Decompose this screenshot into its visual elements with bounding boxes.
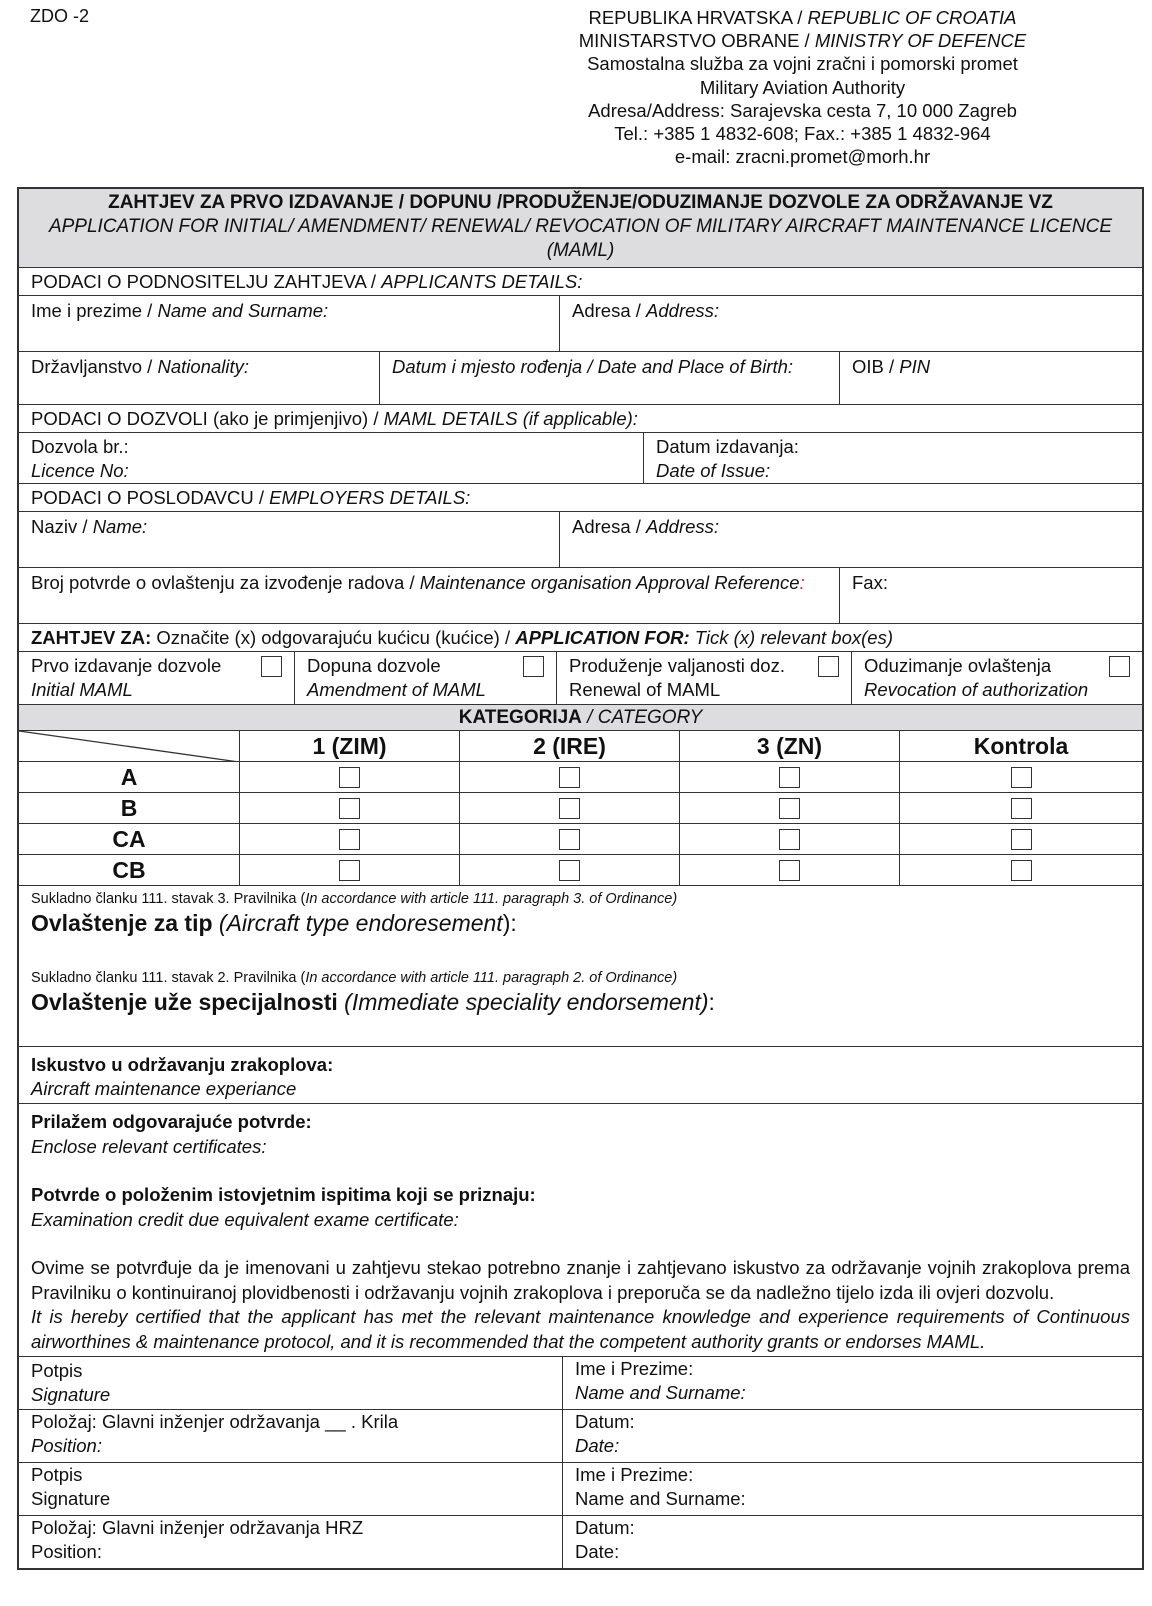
checkbox-amendment[interactable]: [523, 656, 544, 677]
signature-row-3: [19, 1462, 1142, 1515]
category-cell: [459, 823, 679, 854]
issuer-address: Adresa/Address: Sarajevska cesta 7, 10 000 Zagreb: [588, 99, 1017, 121]
category-cell: [459, 761, 679, 792]
type-endorsement-note: Sukladno članku 111. stavak 3. Pravilnika (In accordance with article 111. paragraph 3. of Ordinance): [31, 891, 678, 907]
checkbox-renewal[interactable]: [818, 656, 839, 677]
endorsements-section: [19, 885, 1142, 1046]
category-corner: [19, 730, 239, 761]
checkbox-CA-2[interactable]: [559, 829, 580, 850]
category-row-label: A: [19, 761, 239, 792]
licence-issue-date-field[interactable]: Datum izdavanja: Date of Issue:: [643, 433, 1142, 483]
category-cell: [679, 792, 899, 823]
issuer-line: MINISTARSTVO OBRANE / MINISTRY OF DEFENCE: [578, 30, 1027, 52]
checkbox-CB-kontrola[interactable]: [1011, 860, 1032, 881]
checkbox-B-3[interactable]: [779, 798, 800, 819]
category-cell: [679, 823, 899, 854]
name-surname-field[interactable]: Ime i Prezime: Name and Surname:: [562, 1357, 1142, 1409]
category-cell: [899, 792, 1142, 823]
employer-row-2: [19, 567, 1142, 623]
checkbox-A-1[interactable]: [339, 767, 360, 788]
form-title-hr: ZAHTJEV ZA PRVO IZDAVANJE / DOPUNU /PRODUŽENJE/ODUZIMANJE DOZVOLE ZA ODRŽAVANJE VZ: [108, 192, 1053, 213]
fax-field[interactable]: Fax:: [839, 568, 1142, 623]
checkbox-CA-3[interactable]: [779, 829, 800, 850]
form-title: [19, 189, 1142, 267]
employer-name-field[interactable]: Naziv / Name:: [31, 516, 148, 537]
checkbox-A-2[interactable]: [559, 767, 580, 788]
birth-date-place-field[interactable]: Datum i mjesto rođenja / Date and Place of Birth:: [379, 352, 839, 404]
category-cell: [239, 854, 459, 885]
signature-row-2: [19, 1409, 1142, 1462]
type-endorsement-label[interactable]: Ovlaštenje za tip (Aircraft type endoresement):: [31, 910, 517, 936]
applicant-address-field[interactable]: Adresa / Address:: [559, 296, 1142, 351]
category-cell: [679, 854, 899, 885]
issuer-line: Military Aviation Authority: [699, 76, 906, 98]
experience-field[interactable]: Iskustvo u održavanju zrakoplova: Aircraft maintenance experiance: [31, 1054, 334, 1099]
employer-address-field[interactable]: Adresa / Address:: [559, 512, 1142, 567]
issuer-email: e-mail: zracni.promet@morh.hr: [674, 146, 931, 168]
position-field[interactable]: Položaj: Glavni inženjer održavanja HRZ Position:: [31, 1517, 364, 1562]
document-code: ZDO -2: [30, 6, 90, 26]
category-row-label: CA: [19, 823, 239, 854]
nationality-field[interactable]: Državljanstvo / Nationality:: [31, 356, 249, 377]
category-cell: [239, 761, 459, 792]
application-for-header: ZAHTJEV ZA: Označite (x) odgovarajuću kućicu (kućice) / APPLICATION FOR: Tick (x) relevant box(es): [19, 623, 1142, 651]
checkbox-A-3[interactable]: [779, 767, 800, 788]
statement-hr: Ovime se potvrđuje da je imenovani u zahtjevu stekao potrebno znanje i zahtjevano iskustvo za održavanje vojnih zrakoplova prema Pravilniku o kontinuiranoj plovidbenosti i održavanju vojnih zrakoplova i preporuča se da nadležno tijelo izda ili ovjeri dozvolu.: [31, 1257, 1130, 1303]
category-cell: [459, 792, 679, 823]
issuer-phone: Tel.: +385 1 4832-608; Fax.: +385 1 4832-964: [614, 123, 991, 145]
speciality-endorsement-label[interactable]: Ovlaštenje uže specijalnosti (Immediate speciality endorsement):: [31, 989, 715, 1015]
employer-row-1: [19, 511, 1142, 567]
checkbox-CA-1[interactable]: [339, 829, 360, 850]
checkbox-A-kontrola[interactable]: [1011, 767, 1032, 788]
statement-en: It is hereby certified that the applicant has met the relevant maintenance knowledge and experience requirements of Continuous airworthines & maintenance protocol, and it is recommended that the competent authority grants or endorses MAML.: [31, 1306, 1130, 1352]
option-initial[interactable]: Prvo izdavanje dozvole Initial MAML: [19, 652, 294, 704]
signature-row-1: [19, 1356, 1142, 1409]
application-options: [19, 651, 1142, 704]
category-cell: [459, 854, 679, 885]
signature-field[interactable]: Potpis Signature: [31, 1464, 111, 1509]
issuer-header: [545, 6, 1060, 168]
checkbox-CB-3[interactable]: [779, 860, 800, 881]
application-form: [17, 187, 1144, 1570]
checkbox-B-kontrola[interactable]: [1011, 798, 1032, 819]
category-cell: [239, 823, 459, 854]
checkbox-B-1[interactable]: [339, 798, 360, 819]
checkbox-initial[interactable]: [261, 656, 282, 677]
certificates-label: Prilažem odgovarajuće potvrde:: [31, 1111, 312, 1132]
category-cell: [899, 823, 1142, 854]
form-title-en: APPLICATION FOR INITIAL/ AMENDMENT/ RENEWAL/ REVOCATION OF MILITARY AIRCRAFT MAINTENANCE LICENCE (MAML): [48, 216, 1113, 261]
exam-credit-label: Potvrde o položenim istovjetnim ispitima koji se priznaju:: [31, 1184, 536, 1205]
date-field[interactable]: Datum: Date:: [562, 1410, 1142, 1462]
exam-credit-label-en: Examination credit due equivalent exame certificate:: [31, 1208, 459, 1230]
certificates-label-en: Enclose relevant certificates:: [31, 1135, 267, 1157]
checkbox-CB-1[interactable]: [339, 860, 360, 881]
option-revocation[interactable]: Oduzimanje ovlaštenja Revocation of authorization: [851, 652, 1142, 704]
pin-field[interactable]: OIB / PIN: [839, 352, 1142, 404]
category-cell: [679, 761, 899, 792]
category-cell: [899, 761, 1142, 792]
licence-row: [19, 432, 1142, 483]
category-col-header: 3 (ZN): [679, 730, 899, 761]
licence-section-header: PODACI O DOZVOLI (ako je primjenjivo) / MAML DETAILS (if applicable):: [19, 404, 1142, 432]
checkbox-revocation[interactable]: [1109, 656, 1130, 677]
enclosures-section: [19, 1103, 1142, 1356]
category-row-label: B: [19, 792, 239, 823]
applicant-row-2: [19, 351, 1142, 404]
category-col-header: 1 (ZIM): [239, 730, 459, 761]
signature-field[interactable]: Potpis Signature: [31, 1360, 111, 1405]
applicant-name-field[interactable]: Ime i prezime / Name and Surname:: [31, 300, 329, 321]
issuer-line: REPUBLIKA HRVATSKA / REPUBLIC OF CROATIA: [588, 7, 1017, 28]
name-surname-field[interactable]: Ime i Prezime: Name and Surname:: [562, 1463, 1142, 1515]
speciality-endorsement-note: Sukladno članku 111. stavak 2. Pravilnika (In accordance with article 111. paragraph 2. of Ordinance): [31, 970, 678, 986]
applicant-row-1: [19, 295, 1142, 351]
employer-section-header: PODACI O POSLODAVCU / EMPLOYERS DETAILS:: [19, 483, 1142, 511]
licence-number-field[interactable]: Dozvola br.: Licence No:: [31, 436, 129, 481]
signature-row-4: [19, 1515, 1142, 1568]
approval-reference-field[interactable]: Broj potvrde o ovlaštenju za izvođenje radova / Maintenance organisation Approval Reference:: [31, 572, 805, 593]
diagonal-line-icon: [19, 731, 239, 762]
position-field[interactable]: Položaj: Glavni inženjer održavanja __ . Krila Position:: [31, 1411, 399, 1456]
experience-section: [19, 1046, 1142, 1103]
applicant-section-header: PODACI O PODNOSITELJU ZAHTJEVA / APPLICANTS DETAILS:: [19, 267, 1142, 295]
checkbox-CA-kontrola[interactable]: [1011, 829, 1032, 850]
checkbox-B-2[interactable]: [559, 798, 580, 819]
category-header: KATEGORIJA / CATEGORY: [19, 704, 1142, 730]
option-amendment[interactable]: Dopuna dozvole Amendment of MAML: [294, 652, 556, 704]
category-col-header: 2 (IRE): [459, 730, 679, 761]
checkbox-CB-2[interactable]: [559, 860, 580, 881]
category-cell: [899, 854, 1142, 885]
category-cell: [239, 792, 459, 823]
category-row-label: CB: [19, 854, 239, 885]
option-renewal[interactable]: Produženje valjanosti doz. Renewal of MAML: [556, 652, 851, 704]
category-col-header: Kontrola: [899, 730, 1142, 761]
category-table: [19, 730, 1142, 885]
date-field[interactable]: Datum: Date:: [562, 1516, 1142, 1568]
issuer-line: Samostalna služba za vojni zračni i pomorski promet: [587, 53, 1018, 75]
